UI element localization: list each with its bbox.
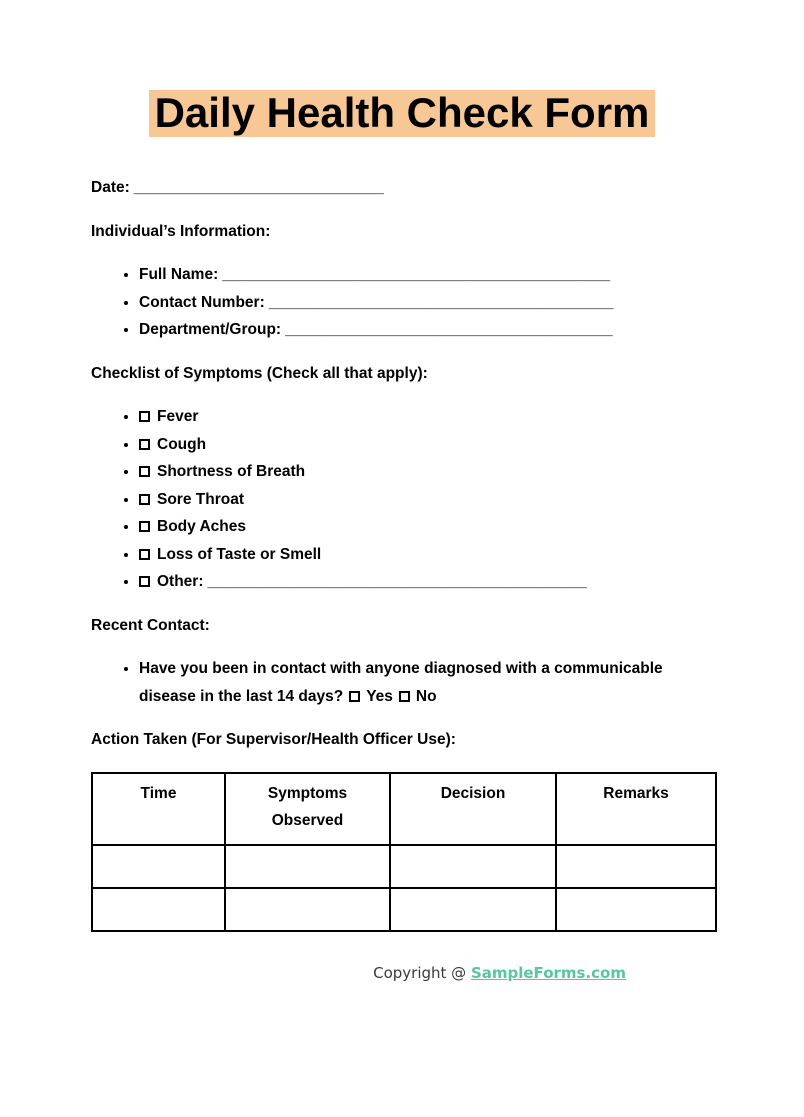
checkbox-icon xyxy=(139,549,150,560)
list-item xyxy=(139,655,715,710)
table-row xyxy=(92,888,716,931)
table-cell xyxy=(92,888,225,931)
action-taken-heading: Action Taken (For Supervisor/Health Officer Use): xyxy=(91,731,456,748)
recent-contact-question: Have you been in contact with anyone diagnosed with a communicable disease in the last 14 days? xyxy=(139,660,663,705)
recent-contact-heading: Recent Contact: xyxy=(91,616,210,634)
individual-info-list xyxy=(91,261,715,344)
page-title: Daily Health Check Form xyxy=(149,90,656,137)
list-item xyxy=(139,289,715,317)
copyright-text: Copyright @ xyxy=(373,963,467,982)
checkbox-icon xyxy=(139,521,150,532)
table-cell xyxy=(225,845,390,888)
list-item xyxy=(139,541,715,569)
table-cell xyxy=(225,888,390,931)
symptom-label-shortness-of-breath: Shortness of Breath xyxy=(157,463,306,480)
checkbox-icon xyxy=(139,439,150,450)
table-cell xyxy=(556,845,716,888)
table-row xyxy=(92,845,716,888)
yes-label: Yes xyxy=(366,687,393,705)
department-group-label: Department/Group: xyxy=(139,321,282,338)
list-item xyxy=(139,568,715,596)
footer xyxy=(91,962,715,984)
title-row xyxy=(0,90,804,137)
symptom-label-sore-throat: Sore Throat xyxy=(157,490,244,508)
table-cell xyxy=(390,845,556,888)
contact-number-label: Contact Number: xyxy=(139,293,265,311)
list-item xyxy=(139,403,715,431)
checkbox-icon xyxy=(139,466,150,477)
symptom-label-loss-of-taste-or-smell: Loss of Taste or Smell xyxy=(157,545,322,563)
table-cell xyxy=(92,845,225,888)
table-cell xyxy=(556,888,716,931)
column-header-symptoms-observed: Symptoms Observed xyxy=(225,773,390,845)
sampleforms-link[interactable]: SampleForms.com xyxy=(470,963,626,982)
individual-info-heading: Individual’s Information: xyxy=(91,222,271,240)
recent-contact-list xyxy=(91,655,715,710)
checkbox-icon xyxy=(139,494,150,505)
table-header-row xyxy=(92,773,716,845)
symptom-label-fever: Fever xyxy=(157,408,199,425)
full-name-blank-line: _____________________________________________ xyxy=(222,266,611,283)
full-name-label: Full Name: xyxy=(139,266,219,283)
column-header-time: Time xyxy=(92,773,225,845)
table-cell xyxy=(390,888,556,931)
action-taken-table xyxy=(91,772,717,932)
column-header-decision: Decision xyxy=(390,773,556,845)
date-line xyxy=(91,174,715,202)
checkbox-icon xyxy=(139,411,150,422)
checkbox-icon xyxy=(349,691,360,702)
document-page xyxy=(0,90,804,1117)
symptom-label-cough: Cough xyxy=(157,435,207,453)
department-group-blank-line: ______________________________________ xyxy=(285,321,613,338)
symptom-label-body-aches: Body Aches xyxy=(157,518,247,535)
list-item xyxy=(139,513,715,541)
column-header-remarks: Remarks xyxy=(556,773,716,845)
symptom-checklist-heading: Checklist of Symptoms (Check all that apply): xyxy=(91,364,428,382)
form-body xyxy=(0,174,804,984)
list-item xyxy=(139,431,715,459)
contact-number-blank-line: ________________________________________ xyxy=(268,293,614,311)
symptom-checklist-list xyxy=(91,403,715,596)
other-blank-line: ____________________________________________ xyxy=(207,573,587,590)
date-blank-line: _____________________________ xyxy=(133,179,384,196)
list-item xyxy=(139,486,715,514)
list-item xyxy=(139,261,715,289)
list-item xyxy=(139,458,715,486)
checkbox-icon xyxy=(399,691,410,702)
no-label: No xyxy=(415,687,437,705)
date-label: Date: xyxy=(91,179,130,196)
checkbox-icon xyxy=(139,576,150,587)
list-item xyxy=(139,316,715,344)
symptom-label-other: Other: xyxy=(157,573,204,590)
